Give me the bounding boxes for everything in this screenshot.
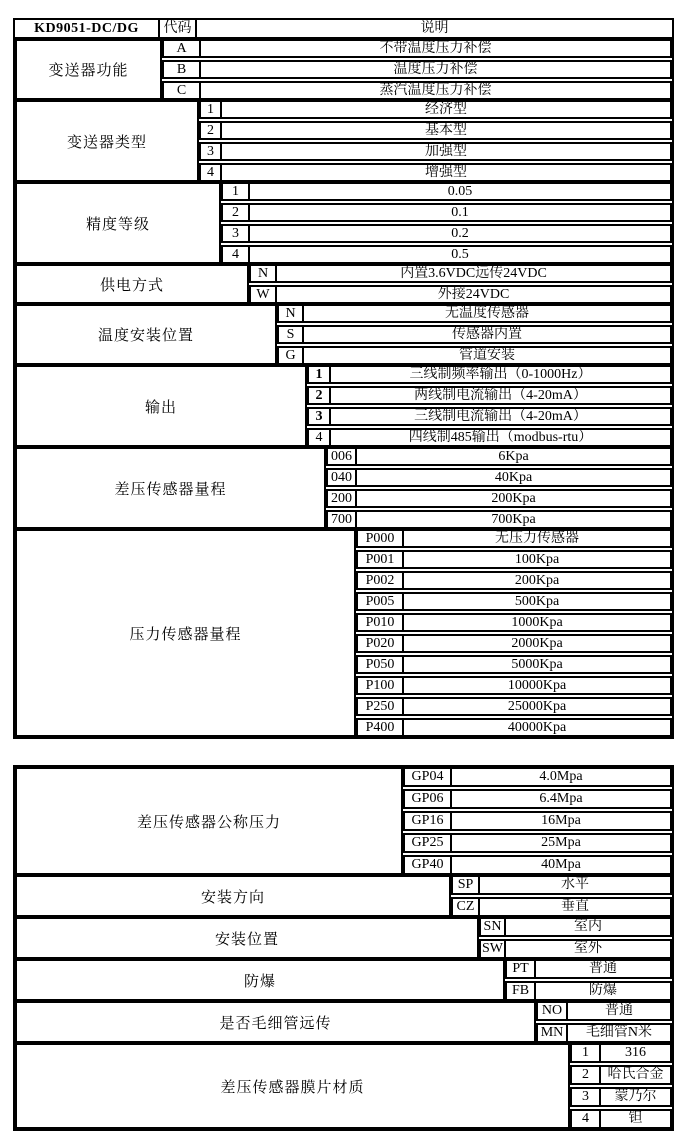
option-row [326, 489, 672, 508]
description-column-header: 说明 [420, 21, 449, 36]
spec-section [15, 1043, 672, 1129]
option-description: 基本型 [425, 123, 467, 138]
category-label: 差压传感器膜片材质 [15, 1043, 570, 1129]
option-row [356, 571, 672, 590]
option-code: N [251, 266, 277, 281]
table2-sections [15, 767, 672, 1129]
option-description: 钽 [628, 1111, 643, 1126]
option-description: 内置3.6VDC远传24VDC [400, 266, 547, 281]
ordering-code-table-main [13, 18, 674, 739]
option-description: 水平 [561, 877, 589, 892]
option-row [249, 264, 672, 283]
options-column [479, 917, 672, 959]
option-code: P005 [358, 594, 404, 609]
option-description: 不带温度压力补偿 [379, 41, 492, 56]
option-code: A [164, 41, 201, 56]
spec-section [15, 447, 672, 529]
option-row [277, 304, 672, 323]
option-description: 4.0Mpa [539, 769, 583, 784]
options-column [451, 875, 672, 917]
table-header-row [15, 20, 672, 39]
option-description: 100Kpa [514, 552, 560, 567]
option-description: 室外 [574, 941, 602, 956]
option-row [403, 789, 672, 809]
option-code: 3 [223, 226, 250, 241]
option-row [221, 203, 672, 222]
category-label: 供电方式 [15, 264, 249, 304]
option-description: 700Kpa [491, 512, 536, 527]
option-code: GP25 [405, 835, 452, 851]
option-row [199, 142, 672, 161]
option-row [356, 613, 672, 632]
option-code: C [164, 83, 201, 98]
option-code: S [279, 327, 304, 342]
spec-section [15, 182, 672, 264]
option-description: 蒙乃尔 [614, 1089, 657, 1104]
option-description: 传感器内置 [452, 327, 522, 342]
option-code: W [251, 287, 277, 302]
option-description: 垂直 [561, 899, 589, 914]
option-description: 10000Kpa [507, 678, 567, 693]
option-description: 0.1 [451, 205, 469, 220]
option-code: 200 [328, 491, 357, 506]
option-description: 200Kpa [514, 573, 560, 588]
option-code: 1 [309, 367, 331, 382]
option-row [570, 1065, 672, 1085]
spec-section [15, 959, 672, 1001]
options-column [570, 1043, 672, 1129]
option-code: 1 [201, 102, 222, 117]
options-column [221, 182, 672, 264]
option-description: 三线制频率输出（0-1000Hz） [409, 367, 592, 382]
option-description: 200Kpa [491, 491, 536, 506]
option-row [307, 407, 672, 426]
option-code: 1 [223, 184, 250, 199]
option-row [199, 100, 672, 119]
option-description: 40000Kpa [507, 720, 567, 735]
option-row [356, 550, 672, 569]
option-code: FB [507, 983, 536, 999]
option-row [199, 163, 672, 182]
option-code: 3 [572, 1089, 601, 1105]
option-row [356, 697, 672, 716]
option-code: CZ [453, 899, 480, 915]
option-description: 两线制电流输出（4-20mA） [414, 388, 587, 403]
option-description: 0.05 [447, 184, 473, 199]
option-code: 700 [328, 512, 357, 527]
option-row [307, 386, 672, 405]
spec-section [15, 365, 672, 447]
option-description: 25000Kpa [507, 699, 567, 714]
option-row [505, 981, 672, 1001]
option-code: 006 [328, 449, 357, 464]
options-column [403, 767, 672, 875]
spec-section [15, 304, 672, 365]
option-code: 2 [572, 1067, 601, 1083]
category-label: 变送器类型 [15, 100, 199, 182]
option-row [403, 833, 672, 853]
option-row [536, 1023, 672, 1043]
option-code: 2 [309, 388, 331, 403]
spec-section [15, 264, 672, 304]
options-column [162, 39, 672, 100]
category-label: 安装位置 [15, 917, 479, 959]
ordering-code-table-secondary [13, 765, 674, 1131]
option-code: MN [538, 1025, 568, 1041]
option-row [326, 468, 672, 487]
option-row [162, 39, 672, 58]
option-code: SW [481, 941, 506, 957]
option-description: 316 [625, 1045, 646, 1060]
option-row [221, 245, 672, 264]
category-label: 压力传感器量程 [15, 529, 356, 737]
option-description: 防爆 [589, 983, 617, 998]
option-code: P001 [358, 552, 404, 567]
option-code: PT [507, 961, 536, 977]
option-code: 3 [309, 409, 331, 424]
option-code: P000 [358, 531, 404, 546]
option-description: 无温度传感器 [445, 306, 529, 321]
option-row [221, 224, 672, 243]
option-row [451, 897, 672, 917]
option-description: 哈氏合金 [607, 1067, 664, 1082]
spec-section [15, 100, 672, 182]
option-description: 四线制485输出（modbus-rtu） [408, 430, 593, 445]
option-description: 16Mpa [541, 813, 581, 828]
options-column [307, 365, 672, 447]
option-code: P002 [358, 573, 404, 588]
option-description: 0.2 [451, 226, 469, 241]
option-row [356, 718, 672, 737]
option-code: GP04 [405, 769, 452, 785]
option-code: P010 [358, 615, 404, 630]
category-label: 差压传感器公称压力 [15, 767, 403, 875]
option-code: SN [481, 919, 506, 935]
option-description: 40Mpa [541, 857, 581, 872]
options-column [536, 1001, 672, 1043]
option-row [505, 959, 672, 979]
spec-section [15, 875, 672, 917]
option-description: 管道安装 [459, 348, 515, 363]
option-row [199, 121, 672, 140]
option-row [356, 655, 672, 674]
option-description: 外接24VDC [437, 287, 510, 302]
category-label: 是否毛细管远传 [15, 1001, 536, 1043]
table1-sections [15, 39, 672, 737]
option-row [479, 939, 672, 959]
options-column [326, 447, 672, 529]
option-description: 40Kpa [494, 470, 533, 485]
option-row [570, 1043, 672, 1063]
options-column [356, 529, 672, 737]
option-code: GP40 [405, 857, 452, 873]
option-description: 室内 [574, 919, 602, 934]
option-description: 经济型 [425, 102, 467, 117]
option-description: 加强型 [425, 144, 467, 159]
option-code: 4 [309, 430, 331, 445]
options-column [199, 100, 672, 182]
option-description: 1000Kpa [511, 615, 563, 630]
option-description: 蒸汽温度压力补偿 [379, 83, 492, 98]
option-code: B [164, 62, 201, 77]
option-row [307, 428, 672, 447]
option-code: 3 [201, 144, 222, 159]
option-row [326, 510, 672, 529]
option-code: 4 [201, 165, 222, 180]
option-code: P050 [358, 657, 404, 672]
category-label: 精度等级 [15, 182, 221, 264]
option-row [326, 447, 672, 466]
option-code: 4 [223, 247, 250, 262]
option-row [356, 529, 672, 548]
option-description: 25Mpa [541, 835, 581, 850]
category-label: 安装方向 [15, 875, 451, 917]
option-row [403, 767, 672, 787]
option-description: 温度压力补偿 [393, 62, 478, 77]
spec-section [15, 1001, 672, 1043]
option-row [356, 676, 672, 695]
option-description: 2000Kpa [511, 636, 563, 651]
option-description: 毛细管N米 [585, 1025, 653, 1040]
option-code: 4 [572, 1111, 601, 1127]
option-row [451, 875, 672, 895]
option-code: G [279, 348, 304, 363]
option-description: 6.4Mpa [539, 791, 583, 806]
option-description: 普通 [605, 1003, 633, 1018]
options-column [249, 264, 672, 304]
category-label: 输出 [15, 365, 307, 447]
option-code: 1 [572, 1045, 601, 1061]
spec-section [15, 529, 672, 737]
option-description: 无压力传感器 [495, 531, 579, 546]
option-description: 500Kpa [514, 594, 560, 609]
option-code: 2 [201, 123, 222, 138]
spec-section [15, 767, 672, 875]
category-label: 温度安装位置 [15, 304, 277, 365]
option-row [162, 81, 672, 100]
code-column-header: 代码 [160, 20, 197, 37]
option-row [570, 1087, 672, 1107]
option-row [277, 325, 672, 344]
option-code: P250 [358, 699, 404, 714]
options-column [505, 959, 672, 1001]
option-code: NO [538, 1003, 568, 1019]
option-description: 增强型 [425, 165, 467, 180]
option-row [403, 811, 672, 831]
option-row [277, 346, 672, 365]
category-label: 防爆 [15, 959, 505, 1001]
option-description: 三线制电流输出（4-20mA） [414, 409, 587, 424]
option-row [570, 1109, 672, 1129]
option-description: 5000Kpa [511, 657, 563, 672]
option-row [162, 60, 672, 79]
option-code: N [279, 306, 304, 321]
option-description: 6Kpa [498, 449, 529, 464]
option-row [536, 1001, 672, 1021]
option-code: SP [453, 877, 480, 893]
category-label: 差压传感器量程 [15, 447, 326, 529]
spec-section [15, 917, 672, 959]
category-label: 变送器功能 [15, 39, 162, 100]
option-code: P020 [358, 636, 404, 651]
option-description: 0.5 [451, 247, 469, 262]
model-number-cell: KD9051-DC/DG [15, 20, 160, 37]
option-code: P400 [358, 720, 404, 735]
options-column [277, 304, 672, 365]
option-row [249, 285, 672, 304]
option-row [221, 182, 672, 201]
option-code: 040 [328, 470, 357, 485]
option-row [307, 365, 672, 384]
option-row [403, 855, 672, 875]
option-code: GP16 [405, 813, 452, 829]
option-code: GP06 [405, 791, 452, 807]
option-code: 2 [223, 205, 250, 220]
option-row [356, 592, 672, 611]
option-description: 普通 [589, 961, 617, 976]
spec-section [15, 39, 672, 100]
option-code: P100 [358, 678, 404, 693]
option-row [479, 917, 672, 937]
option-row [356, 634, 672, 653]
